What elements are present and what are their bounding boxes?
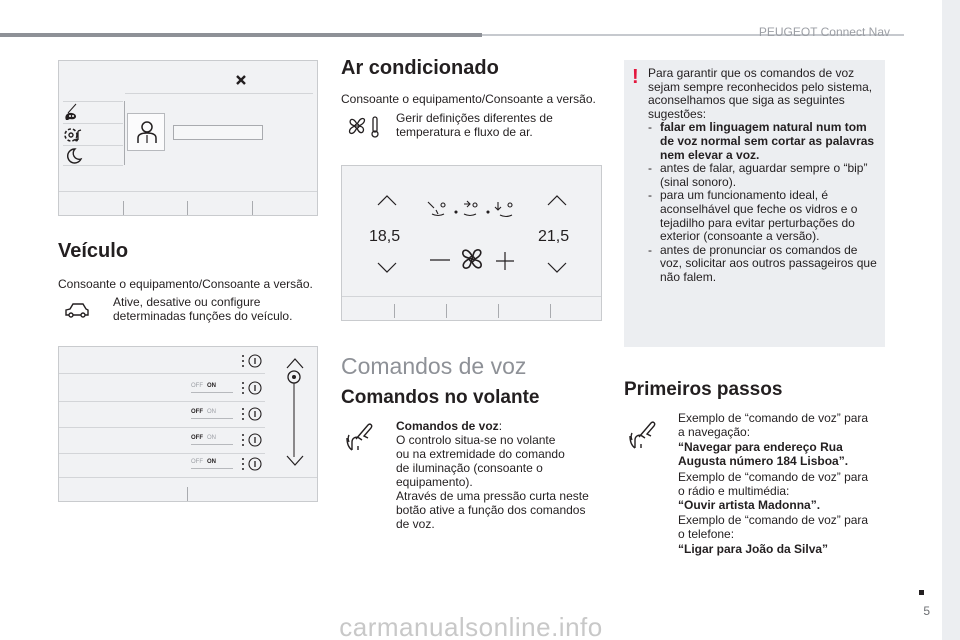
warning-item-text: antes de falar, aguardar sempre o “bip” (sinal sonoro). <box>660 161 868 189</box>
warning-item-text: para um funcionamento ideal, é aconselhável que feche os vidros e o tejadilho para evitar perturbações do exterior (consoante a versão). <box>660 188 858 244</box>
voice-command-hand-icon <box>627 418 663 454</box>
on-off-toggle[interactable] <box>191 435 216 441</box>
warning-intro: Para garantir que os comandos de voz sejam sempre reconhecidos pelo sistema, aconselhamos que siga as seguintes sugestões: <box>648 66 873 121</box>
airflow-modes-icon <box>426 200 522 220</box>
temp-left-down-icon <box>376 262 398 274</box>
voice-section-title: Comandos de voz <box>341 353 527 379</box>
info-icon <box>240 457 260 471</box>
warning-list-item <box>648 189 880 243</box>
header-title: PEUGEOT Connect Nav <box>758 25 890 39</box>
voice-subtitle: Comandos no volante <box>341 387 540 408</box>
list-dash: - <box>648 120 652 135</box>
list-dash: - <box>648 242 652 257</box>
first-steps-line6: o telefone: <box>678 527 735 541</box>
info-icon <box>240 407 260 421</box>
warning-list-item <box>648 121 880 162</box>
list-dash: - <box>648 161 652 176</box>
first-steps-cmd2: “Ouvir artista Madonna”. <box>678 498 821 512</box>
vehicle-desc-line2: determinadas funções do veículo. <box>113 309 293 323</box>
toggle-on-label: ON <box>207 383 216 389</box>
ac-intro: Consoante o equipamento/Consoante a versão. <box>341 92 596 106</box>
fan-temperature-icon <box>345 114 381 138</box>
first-steps-line1: Exemplo de “comando de voz” para <box>678 411 869 425</box>
ac-desc-line1: Gerir definições diferentes de <box>396 111 553 125</box>
on-off-toggle[interactable] <box>191 383 216 389</box>
text-field-illustration <box>173 125 263 140</box>
settings-music-icon <box>63 125 83 145</box>
toggle-underline <box>191 444 233 445</box>
warning-item-text: falar em linguagem natural num tom de voz normal sem cortar as palavras nem elevar a voz. <box>660 120 875 162</box>
ac-title: Ar condicionado <box>341 57 499 79</box>
header-rule <box>0 33 482 37</box>
side-strip <box>942 0 960 640</box>
driver-profile-tile <box>127 113 165 151</box>
toggle-underline <box>191 418 233 419</box>
on-off-toggle[interactable] <box>191 409 216 415</box>
voice-command-hand-icon <box>344 420 380 456</box>
toggle-off-label: OFF <box>191 435 203 441</box>
on-off-toggle[interactable] <box>191 459 216 465</box>
toggle-off-label: OFF <box>191 383 203 389</box>
warning-list <box>648 121 880 284</box>
info-icon <box>240 354 260 368</box>
chevron-down-icon <box>285 455 305 467</box>
ac-screen-illustration <box>341 165 602 321</box>
vehicle-title: Veículo <box>58 240 129 262</box>
toggle-off-label: OFF <box>191 459 203 465</box>
toggle-on-label: ON <box>207 459 216 465</box>
voice-description-line: ou na extremidade do comando <box>396 447 565 461</box>
toggle-on-label: ON <box>207 435 216 441</box>
temp-right-value: 21,5 <box>538 228 570 245</box>
voice-label-line: Comandos de voz: <box>396 419 503 433</box>
temp-right-down-icon <box>546 262 568 274</box>
watermark: carmanualsonline.info <box>339 612 603 640</box>
chevron-up-icon <box>285 357 305 369</box>
fan-plus-icon <box>494 250 516 272</box>
first-steps-title: Primeiros passos <box>624 379 783 400</box>
warning-item-text: antes de pronunciar os comandos de voz, solicitar aos outros passageiros que não falem. <box>660 242 877 284</box>
page-end-marker <box>919 590 924 595</box>
toggle-underline <box>191 468 233 469</box>
first-steps-line3: Exemplo de “comando de voz” para <box>678 470 869 484</box>
temp-right-up-icon <box>546 194 568 206</box>
palette-icon <box>63 103 83 123</box>
scroll-track-icon <box>286 369 302 459</box>
close-icon <box>235 74 247 86</box>
voice-description-line: de voz. <box>396 517 435 531</box>
vehicle-screen-illustration <box>58 60 318 216</box>
fan-icon <box>457 244 487 274</box>
first-steps-line5: Exemplo de “comando de voz” para <box>678 513 869 527</box>
ac-desc-line2: temperatura e fluxo de ar. <box>396 125 533 139</box>
car-icon <box>64 300 90 320</box>
person-icon <box>136 119 158 145</box>
toggle-underline <box>191 392 233 393</box>
warning-icon: ! <box>632 66 639 88</box>
first-steps-cmd3: “Ligar para João da Silva” <box>678 542 829 556</box>
vehicle-intro: Consoante o equipamento/Consoante a versão. <box>58 277 313 291</box>
list-dash: - <box>648 188 652 203</box>
temp-left-value: 18,5 <box>369 228 401 245</box>
voice-description-line: Através de uma pressão curta neste <box>396 489 589 503</box>
first-steps-line2: a navegação: <box>678 425 751 439</box>
voice-description-line: botão ative a função dos comandos <box>396 503 586 517</box>
voice-label: Comandos de voz <box>396 419 499 433</box>
first-steps-cmd1-line2: Augusta número 184 Lisboa”. <box>678 454 849 468</box>
toggle-on-label: ON <box>207 409 216 415</box>
info-icon <box>240 433 260 447</box>
warning-text <box>648 67 880 285</box>
info-icon <box>240 381 260 395</box>
warning-list-item <box>648 162 880 189</box>
vehicle-functions-screen-illustration <box>58 346 318 502</box>
temp-left-up-icon <box>376 194 398 206</box>
fan-minus-icon <box>428 258 452 262</box>
voice-description-line: de iluminação (consoante o <box>396 461 543 475</box>
moon-icon <box>65 147 83 165</box>
toggle-off-label: OFF <box>191 409 203 415</box>
first-steps-line4: o rádio e multimédia: <box>678 484 790 498</box>
voice-description-line: equipamento). <box>396 475 473 489</box>
page-number: 5 <box>923 604 930 618</box>
voice-description-line: O controlo situa-se no volante <box>396 433 556 447</box>
warning-list-item <box>648 244 880 285</box>
vehicle-desc-line1: Ative, desative ou configure <box>113 295 261 309</box>
first-steps-cmd1-line1: “Navegar para endereço Rua <box>678 440 843 454</box>
